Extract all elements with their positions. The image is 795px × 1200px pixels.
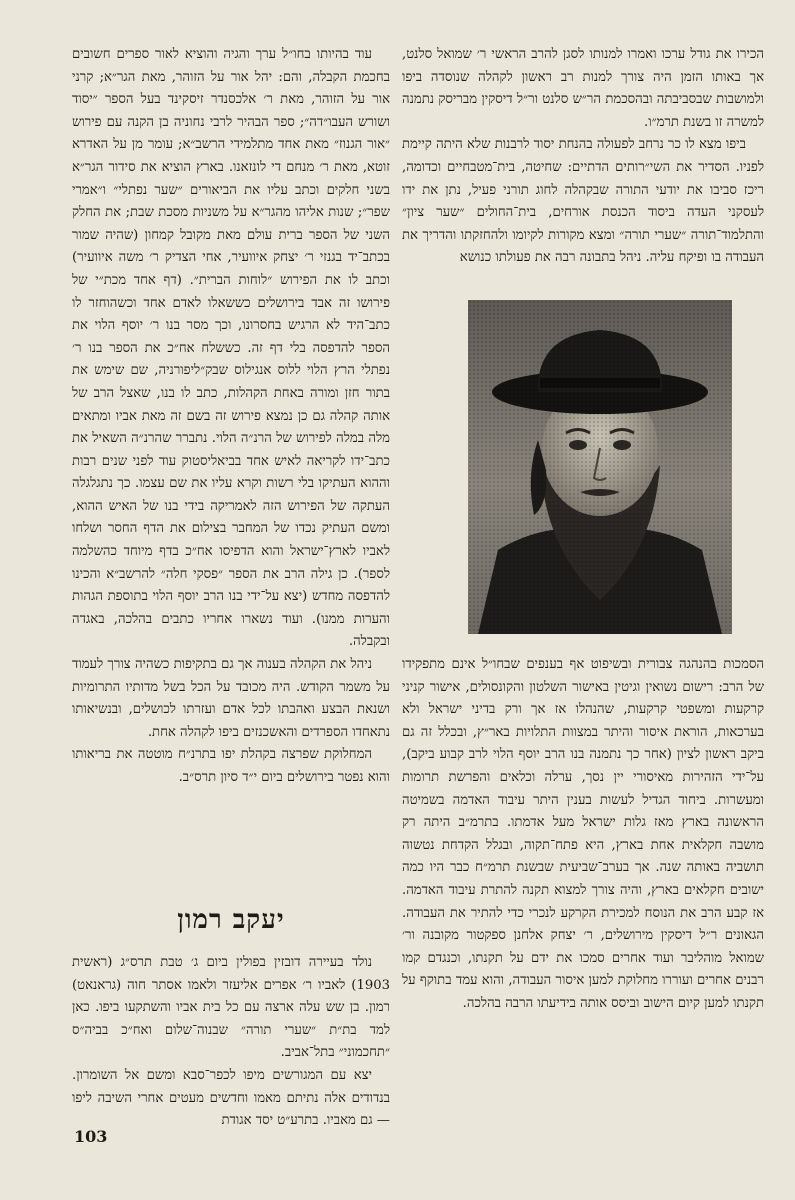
left-column (72, 44, 390, 790)
paragraph: ניהל את הקהלה בענוה אך גם בתקיפות כשהיה צורך לעמוד על משמר הקודש. היה מכובד על הכל בשל מדותיו התרומיות ושנאת הבצע ואהבתו לכל אדם ועזרתו לכושלים, ובנשיאותו נתאחדו הספרדים והאשכנזים ביפו לקהלה אחת. (72, 657, 390, 740)
page-number: 103 (74, 1127, 108, 1146)
paragraph: המחלוקת שפרצה בקהלת יפו בתרנ״ח מוטטה את בריאותו והוא נפטר בירושלים ביום י״ד סיון תרס״ב. (72, 747, 390, 785)
paragraph: נולד בעיירה דובזין בפולין ביום ג׳ טבת תרס״ג (ראשית 1903) לאביו ר׳ אפרים אליעזר ולאמו אסתר חוה (גראנאט) רמון. בן שש עלה ארצה עם כל בית אביו והשתקעו ביפו. כאן למד בת״ת ״שערי תורה״ שבנוה־שלום ואח״כ בביה״ס ״תחכמוני״ בתל־אביב. (72, 955, 390, 1061)
right-column-top (402, 44, 764, 270)
right-column-bottom (402, 654, 764, 1016)
paragraph: עוד בהיותו בחו״ל ערך והגיה והוציא לאור ספרים חשובים בחכמת הקבלה, והם: יהל אור על הזוהר, מאת הגר״א; קרני אור על הזוהר, מאת ר׳ אלכסנדר זיסקינד בעל הספר ״יסוד ושורש העבו״דה״; ספר הבהיר לרבי נחוניה בן הקנה עם פירוש ״אור הגנוז״ מאת אחד מתלמידי הרשב״א; עומר מן על האדרא זוטא, מאת ר׳ מנחם די לונזאנו. בארץ הוציא את סידור הגר״א בשני חלקים וכתב עליו את הביאורים ״שער נפתלי״ ו״אמרי שפר״; שנות אליהו מהגר״א על משניות מסכת שבת; את החלק השני של הספר ברית עולם מאת מקובל קמחון (שהיה שמור בכתב־יד בגנזי ר׳ יצחק איוועיר, אחי הצדיק ר׳ משה איוועיר) וכתב לו את הפירוש ״לוחות הברית״. (דף אחד מכת״י של פירושו זה אבד בירושלים כששאלו לאדם אחד וכשהוחזר לו כתב־היד לא הרגיש בחסרונו, וכך מסר בנו ר׳ יוסף הלוי את הספר להדפסה בלי דף זה. כששלח אח״כ את הספר בנו ר׳ נפתלי הרץ הלוי ללוס אנגילוס שבק״ליפורניה, שם שימש את בתור חזן ומורה באחת הקהלות, כתב לו בנו, שאצל הרב של אותה קהלה גם כן נמצא פירוש זה בשם זה מאת אביו ומתאים מלה במלה לפירוש של הרנ״ה הלוי. נתברר שהרנ״ה השאיל את כתב־ידו לקריאה לאיש אחד בביאליסטוק עוד לפני שנים רבות וההוא העתיקו בלי רשות וקרא עליו את שם עצמו. כך נתגלגלה העתקה של הפירוש הזה לאמריקה בידי בנו של האיש ההוא, ומשם העתיק נכדו של המחבר בצילום את הדף החסר ושלחו לאביו לארץ־ישראל והוא הדפיסו אח״כ בדף מיוחד כהשלמה לספר). כן גילה הרב את הספר ״פסקי חלה״ להרשב״א והכינו להדפסה מחדש (יצא על־ידי בנו הרב יוסף הלוי בתוספת הגהות והערות ממנו). ועוד נשארו אחריו כתבים בהלכה, באגדה ובקבלה. (72, 47, 390, 650)
paragraph: ביפו מצא לו כר נרחב לפעולה בהנחת יסוד לרבנות שלא היתה קיימת לפניו. הסדיר את השי״רותים הדתיים: שחיטה, בית־מטבחיים וכדומה, ריכז סביבו את יודעי התורה שבקהלה לחוג תורני פעיל, נתן את ידו לעסקני העדה ביסוד הכנסת אורחים, בית־החולים ״שער ציון״ והתלמוד־תורה ״שערי תורה״ ומצא מקורות לקיומו ולהחזקתו והדריך את העבודה בו ופיקח עליה. ניהל בתבונה רבה את פעולתו כנושא (402, 137, 764, 266)
paragraph: יצא עם המגורשים מיפו לכפר־סבא ומשם אל השומרון. בנדודים אלה נתיתם מאמו וחדשים מעטים אחרי השיבה ליפו — גם מאביו. בתרע״ט יסד אגודת (72, 1067, 390, 1129)
paragraph: הסמכות בהנהגה צבורית ובשיפוט אף בענפים שבחו״ל אינם מתפקידו של הרב: רישום נשואין וגיטין באישור השלטון והקונסולים, אישור קניני קרקעות ומשפטי קרקעות, שהנהלו אז אך ורק בדיני ישראל ולא בערכאות, הוראת איסור והיתר במצוות התלויות באר״ץ, ובכלל זה גם ביקב ראשון לציון (אחר כך נתמנה בנו הרב יוסף הלוי לרב קבוע ביקב), על־ידי הזהירות מאיסורי יין נסך, ערלה וכלאים והפרשת תרומות ומעשרות. ביחוד הגדיל לעשות בענין היתר עיבוד האדמה בשמיטה הראשונה בארץ מאז גלות ישראל מעל אדמתו. בתרמ״ב היתה רק מושבה חקלאית אחת בארץ, היא פתח־תקוה, ובגלל הקדחת נטשוה תושביה באותה שנה. אך בערב־שביעית שבשנת תרמ״ח כבר היו כמה ישובים חקלאים בארץ, והיה צורך למצוא תקנה להתרת עיבוד האדמה. אז קבע הרב את הנוסח למכירת הקרקע לנכרי כדי להתיר את העבודה. הגאונים ר״ל דיסקין מירושלים, ר׳ יצחק אלחנן ספקטור מקובנה ור׳ שמואל מוהליבר ועוד אחרים סמכו את ידם על תקנתו, וכנגדם קמו רבנים אחרים ועוררו מחלוקת למען איסור העבודה, והוא עמד בתוקף על תקנתו למען קיום הישוב וביסס אותה בידיעתו הרבה בהלכה. (402, 657, 764, 1011)
entry-body (72, 952, 390, 1133)
paragraph: הכירו את גודל ערכו ואמרו למנותו לסגן להרב הראשי ר׳ שמואל סלנט, אך באותו הזמן היה צורך למנות רב ראשון לקהלה שנוסדה ביפו ולמושבות שבסביבתה ובהסכמת הר״ש סלנט ור״ל דיסקין מבריסק נתמנה למשרה זו בשנת תרמ״ו. (402, 47, 764, 130)
portrait-photo (468, 300, 732, 634)
entry-heading: יעקב רמון (177, 905, 285, 935)
